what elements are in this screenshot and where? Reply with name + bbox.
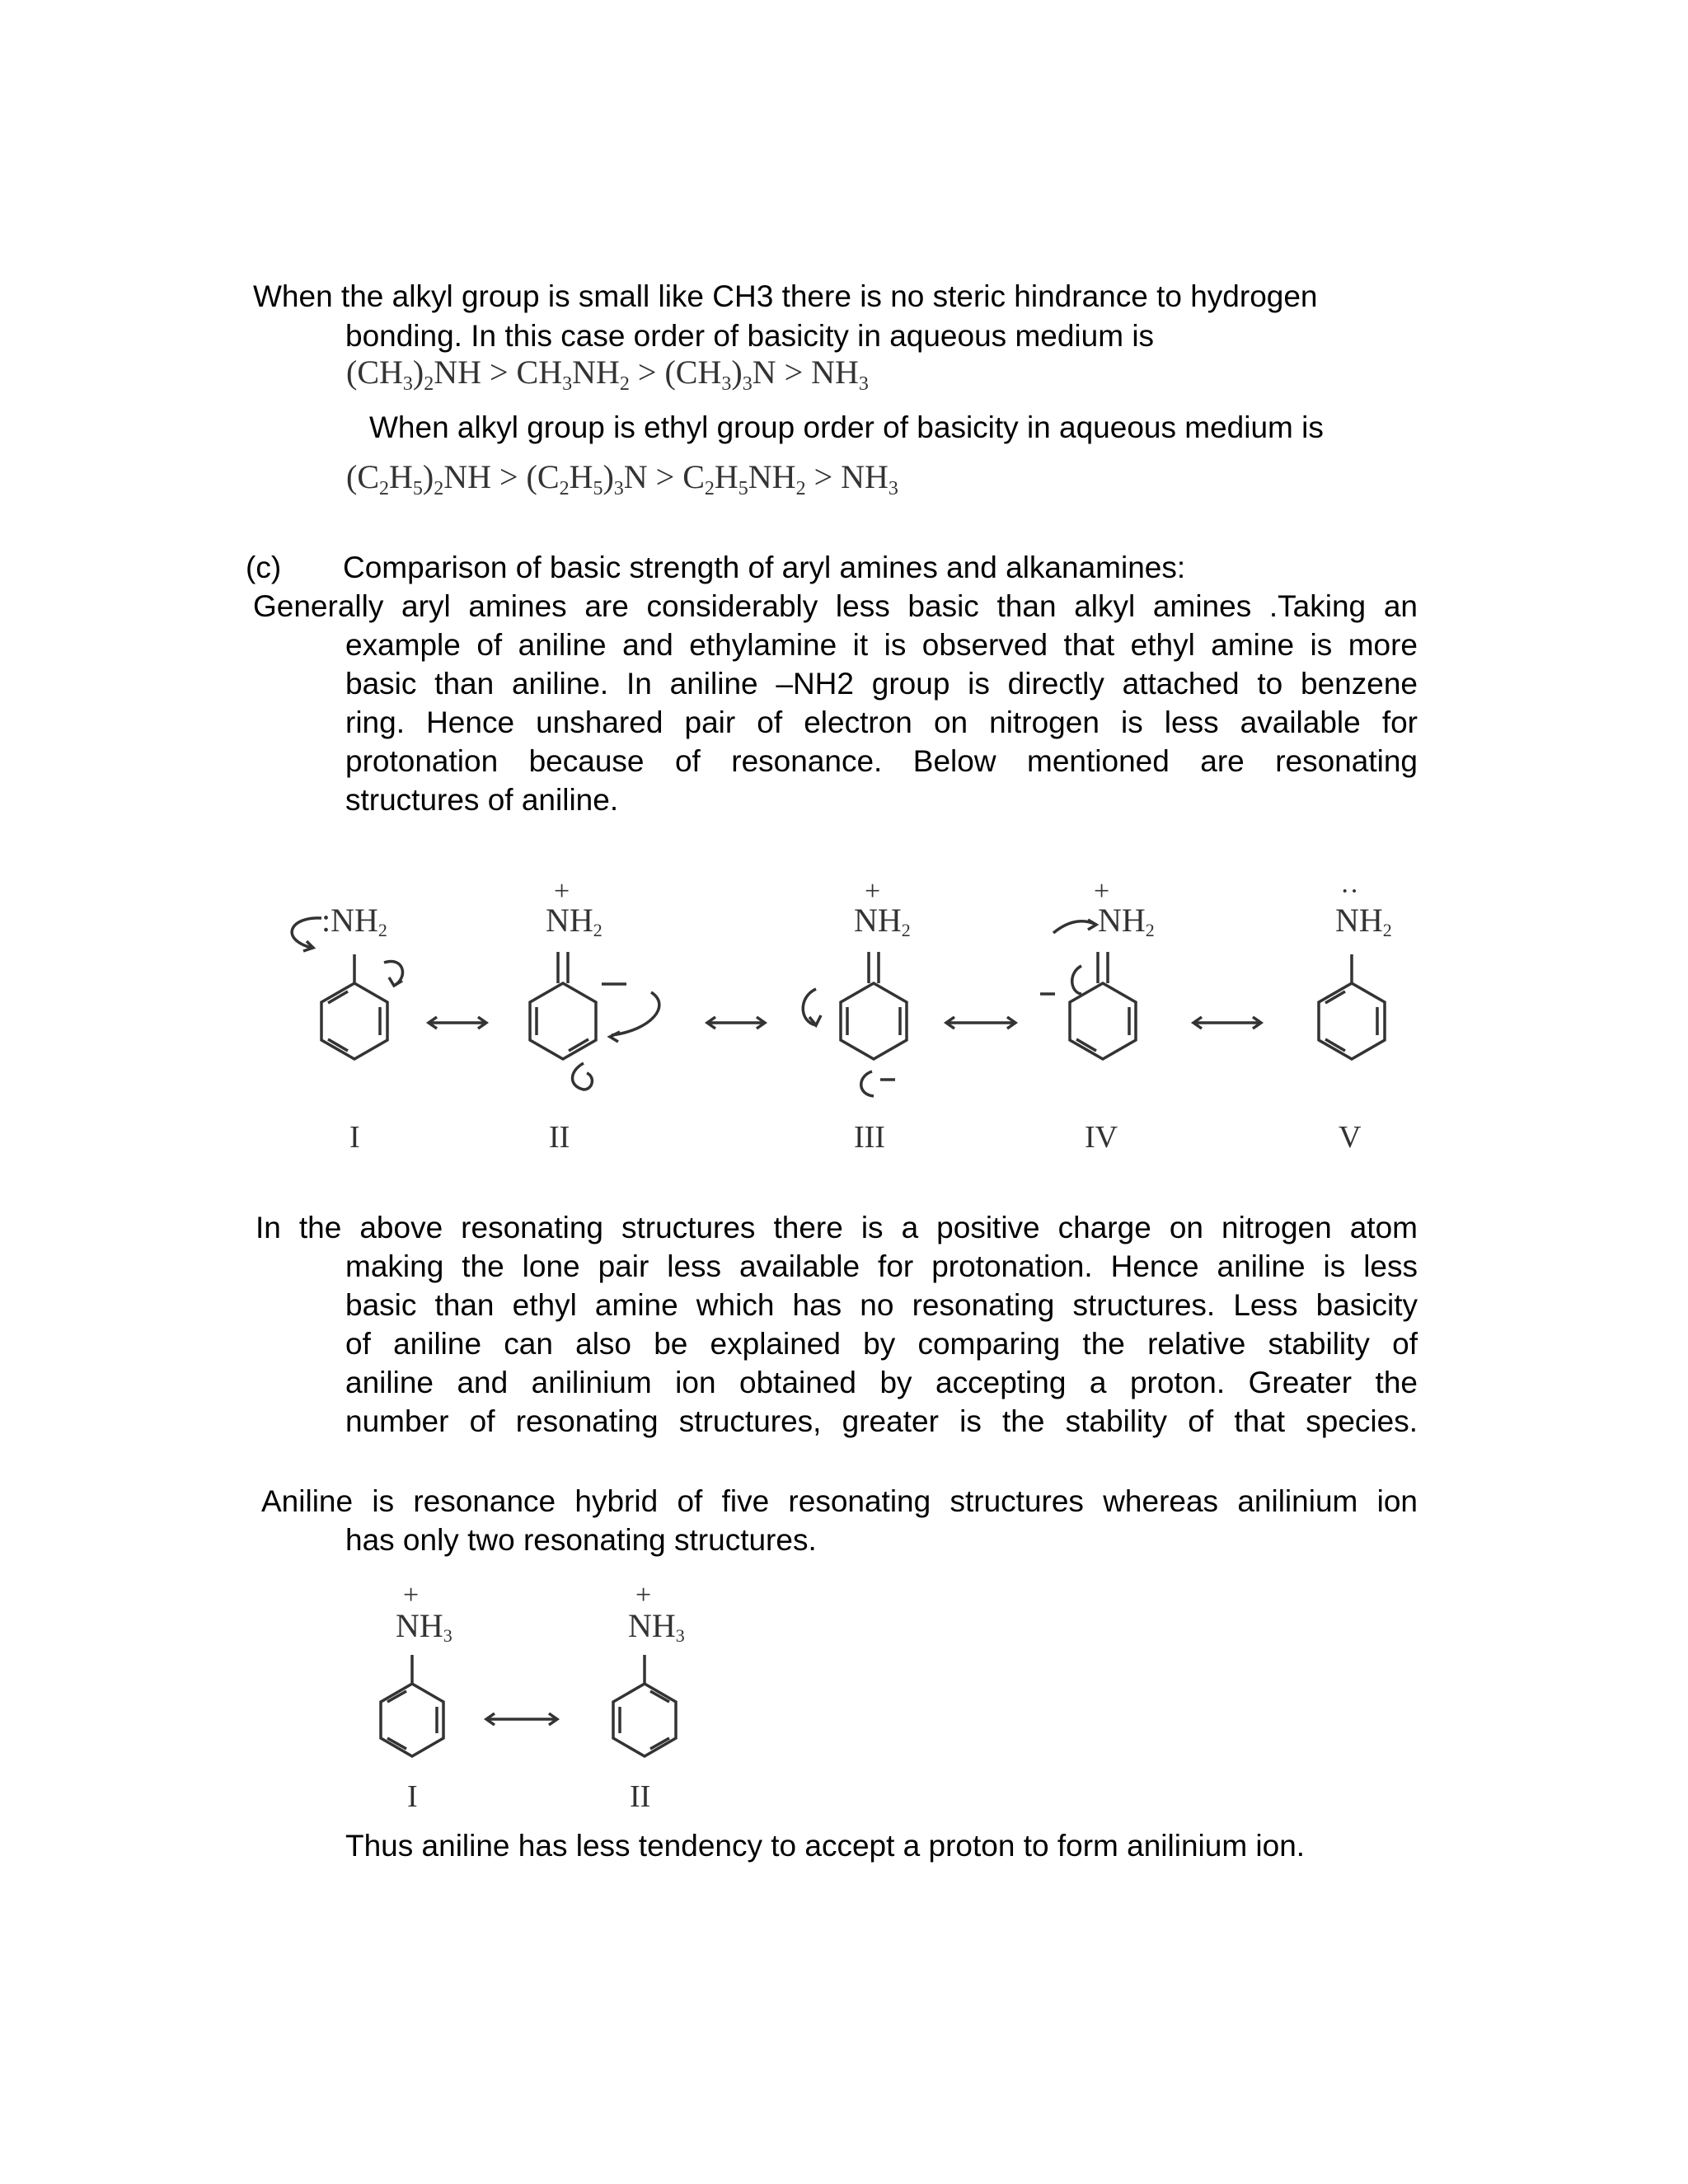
- para3-line4: ring. Hence unshared pair of electron on nitrogen is less available for: [345, 705, 1418, 739]
- para4-line3: basic than ethyl amine which has no resonating structures. Less basicity: [345, 1288, 1418, 1322]
- structure-1-group: :NH2: [321, 902, 387, 940]
- para5-line2: has only two resonating structures.: [345, 1523, 817, 1557]
- anilinium-2-group: NH3: [628, 1607, 685, 1646]
- structure-5-lone-pair: ··: [1340, 876, 1359, 907]
- structure-4-group: NH2: [1098, 902, 1155, 940]
- structure-3-group: NH2: [854, 902, 911, 940]
- aniline-structure-5: [1319, 954, 1385, 1059]
- para1-line2: bonding. In this case order of basicity in aqueous medium is: [345, 319, 1155, 353]
- para5-line1: Aniline is resonance hybrid of five resonating structures whereas anilinium ion: [261, 1484, 1418, 1518]
- para3-line3: basic than aniline. In aniline –NH2 group is directly attached to benzene: [345, 667, 1418, 701]
- basicity-order-ethyl: $(C_2H_5)_2NH > (C_2H_5)_3N > C_2H_5NH_2 > NH_3$: [346, 458, 898, 499]
- anilinium-structure-1: [381, 1655, 443, 1756]
- structure-2-group: NH2: [546, 902, 603, 940]
- para4-line6: number of resonating structures, greater is the stability of that species.: [345, 1404, 1418, 1438]
- para3-line5: protonation because of resonance. Below mentioned are resonating: [345, 744, 1418, 778]
- aniline-structure-3: [803, 952, 907, 1096]
- para3-line6: structures of aniline.: [345, 783, 619, 817]
- para4-line1: In the above resonating structures there is a positive charge on nitrogen atom: [256, 1211, 1418, 1244]
- para3-line1: Generally aryl amines are considerably less basic than alkyl amines .Taking an: [253, 589, 1418, 623]
- para4-line4: of aniline can also be explained by comparing the relative stability of: [345, 1327, 1418, 1361]
- para4-line2: making the lone pair less available for protonation. Hence aniline is less: [345, 1249, 1418, 1283]
- section-c-label: (c): [246, 551, 282, 584]
- structure-label-4: IV: [1085, 1120, 1118, 1154]
- aniline-structure-4: [1040, 920, 1136, 1059]
- section-c-title: Comparison of basic strength of aryl amines and alkanamines:: [343, 551, 1186, 584]
- structure-4-plus: +: [1094, 876, 1110, 907]
- anilinium-structure-2: [613, 1655, 676, 1756]
- structure-5-group: NH2: [1335, 902, 1392, 940]
- structure-label-1: I: [349, 1120, 360, 1154]
- para1-line1: When the alkyl group is small like CH3 there is no steric hindrance to hydrogen: [253, 279, 1318, 313]
- anilinium-1-group: NH3: [396, 1607, 452, 1646]
- structure-2-plus: +: [554, 876, 570, 907]
- anilinium-2-plus: +: [635, 1580, 652, 1610]
- para3-line2: example of aniline and ethylamine it is observed that ethyl amine is more: [345, 628, 1418, 662]
- aniline-resonance-diagram: [0, 874, 1688, 1154]
- structure-label-3: III: [854, 1120, 885, 1154]
- para2: When alkyl group is ethyl group order of basicity in aqueous medium is: [369, 410, 1324, 444]
- structure-3-plus: +: [865, 876, 881, 907]
- anilinium-label-1: I: [407, 1779, 418, 1814]
- structure-label-5: V: [1339, 1120, 1362, 1154]
- structure-label-2: II: [549, 1120, 570, 1154]
- anilinium-label-2: II: [630, 1779, 651, 1814]
- basicity-order-methyl: $(CH_3)_2NH > CH_3NH_2 > (CH_3)_3N > NH_3$: [346, 354, 869, 395]
- conclusion: Thus aniline has less tendency to accept a proton to form anilinium ion.: [345, 1829, 1306, 1863]
- anilinium-1-plus: +: [403, 1580, 420, 1610]
- anilinium-resonance-diagram: [0, 1566, 1688, 1830]
- aniline-structure-2: [530, 952, 659, 1090]
- para4-line5: aniline and anilinium ion obtained by accepting a proton. Greater the: [345, 1366, 1418, 1399]
